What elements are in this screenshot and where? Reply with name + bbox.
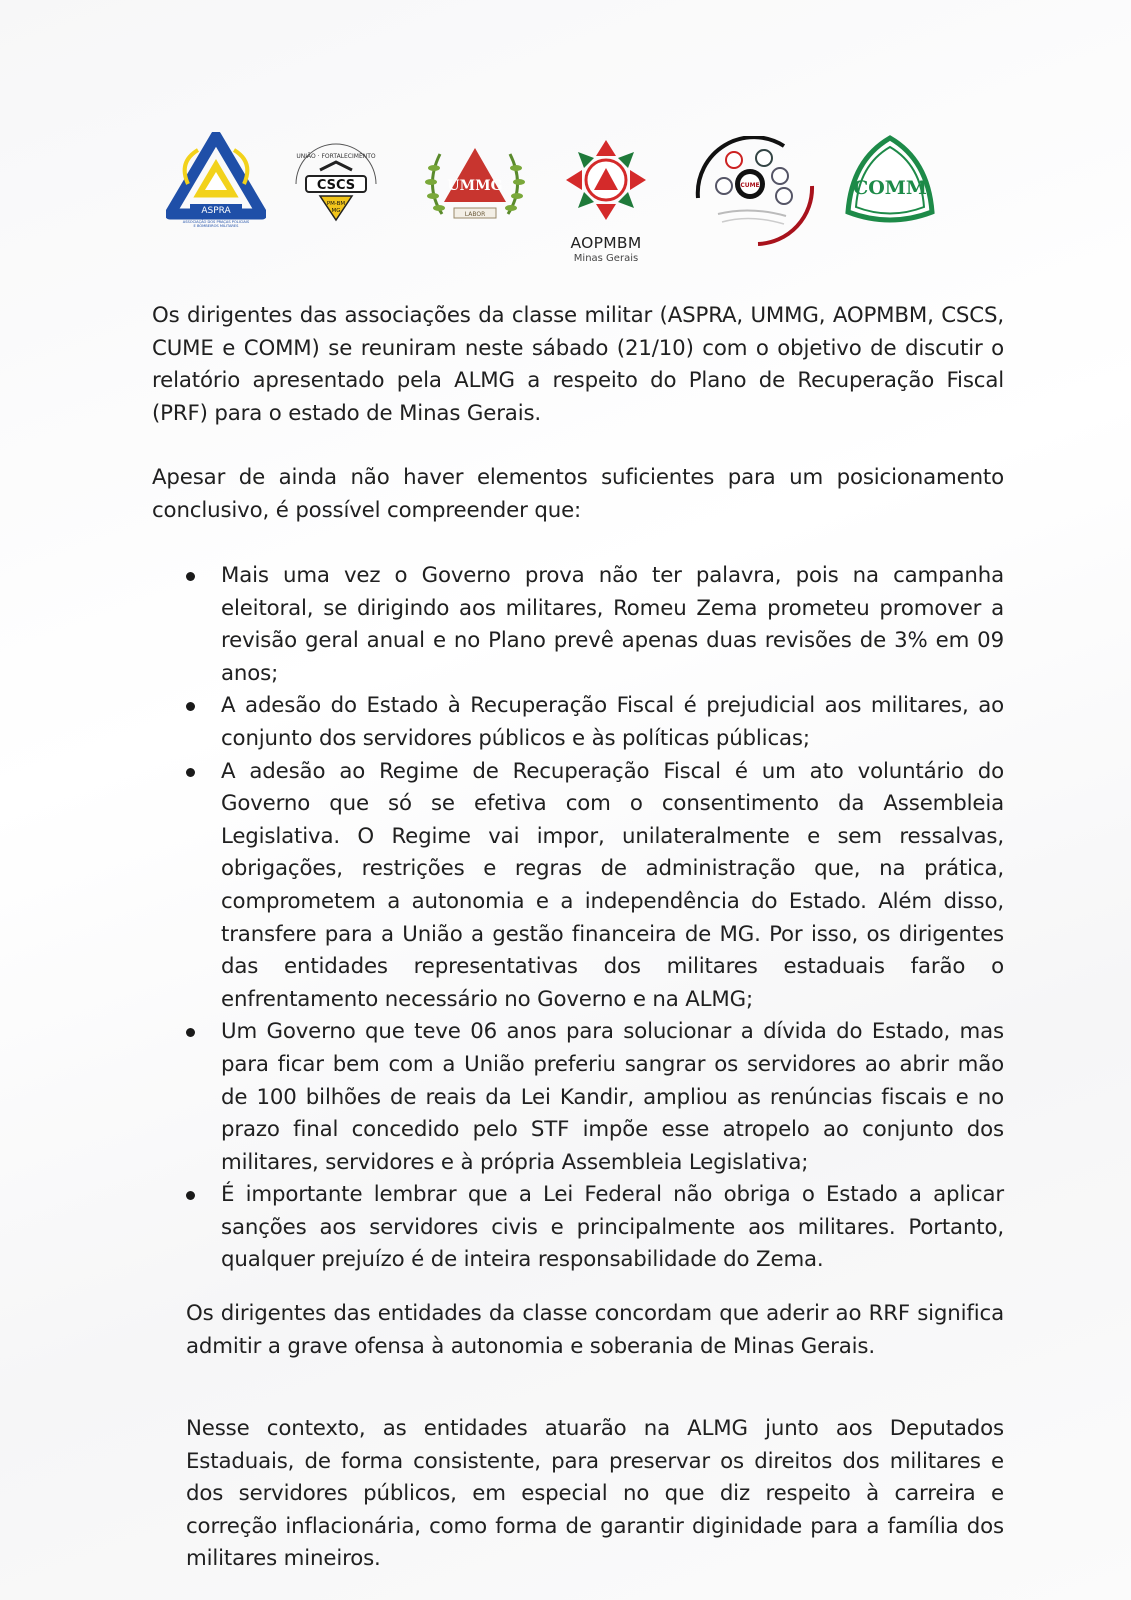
list-item — [152, 690, 1004, 755]
ummg-logo — [422, 138, 528, 232]
cscs-logo-text: CSCS — [316, 178, 356, 193]
ummg-motto: LABOR — [464, 211, 486, 218]
closing-paragraph: Nesse contexto, as entidades atuarão na ALMG junto aos Deputados Estaduais, de forma consistente, para preservar os direitos dos militares e dos servidores públicos, em especial no que diz respeito à carreira e correção inflacionária, como forma de garantir diginidade para a família dos militares mineiros. — [186, 1416, 1004, 1572]
cscs-logo — [290, 140, 382, 226]
bullet-icon — [186, 768, 195, 777]
aopmbm-logo-subtitle: Minas Gerais — [573, 253, 639, 264]
cume-logo-text: CUME — [740, 182, 760, 189]
comm-logo-text: COMM — [853, 177, 927, 199]
bullet-list — [152, 560, 1004, 1277]
intro-paragraph: Os dirigentes das associações da classe militar (ASPRA, UMMG, AOPMBM, CSCS, CUME e COMM) se reuniram neste sábado (21/10) com o objetivo de discutir o relatório apresentado pela ALMG a respeito do Plano de Recuperação Fiscal (PRF) para o estado de Minas Gerais. — [152, 303, 1004, 426]
conclusion-paragraph: Os dirigentes das entidades da classe concordam que aderir ao RRF significa admitir a grave ofensa à autonomia e soberania de Minas Gerais. — [186, 1301, 1004, 1359]
list-item-text: A adesão ao Regime de Recuperação Fiscal é um ato voluntário do Governo que só se efetiva com o consentimento da Assembleia Legislativa. O Regime vai impor, unilateralmente e sem ressalvas, obrigações, restrições e regras de administração que, na prática, comprometem a autonomia e a independência do Estado. Além disso, transfere para a União a gestão financeira de MG. Por isso, os dirigentes das entidades representativas dos militares estaduais farão o enfrentamento necessário no Governo e na ALMG; — [221, 758, 1004, 1012]
svg-text:MG: MG — [331, 208, 341, 214]
list-item-text: É importante lembrar que a Lei Federal não obriga o Estado a aplicar sanções aos servidores civis e principalmente aos militares. Portanto, qualquer prejuízo é de inteira responsabilidade do Zema. — [221, 1182, 1004, 1273]
svg-text:ASSOCIAÇÃO DOS PRAÇAS POLICIAI: ASSOCIAÇÃO DOS PRAÇAS POLICIAIS — [182, 220, 250, 224]
bullet-icon — [186, 572, 195, 581]
lead-paragraph: Apesar de ainda não haver elementos suficientes para um posicionamento conclusivo, é possível compreender que: — [152, 465, 1004, 523]
list-item — [152, 756, 1004, 1017]
aspra-logo — [166, 132, 266, 230]
list-item — [152, 1179, 1004, 1277]
bullet-icon — [186, 702, 195, 711]
association-logos-row — [160, 128, 960, 268]
svg-text:UNIÃO · FORTALECIMENTO: UNIÃO · FORTALECIMENTO — [296, 153, 376, 160]
aspra-logo-text: ASPRA — [201, 206, 231, 216]
list-item — [152, 1016, 1004, 1179]
ummg-logo-text: UMMG — [447, 178, 503, 194]
aopmbm-logo-name: AOPMBM — [570, 234, 642, 252]
list-item-text: Um Governo que teve 06 anos para solucionar a dívida do Estado, mas para ficar bem com a União preferiu sangrar os servidores ao abrir mão de 100 bilhões de reais da Lei Kandir, ampliou as renúncias fiscais e no prazo final concedido pelo STF impõe esse atropelo ao conjunto dos militares, servidores e à própria Assembleia Legislativa; — [221, 1019, 1004, 1175]
bullet-icon — [186, 1191, 195, 1200]
comm-logo — [842, 134, 938, 230]
list-item-text: Mais uma vez o Governo prova não ter palavra, pois na campanha eleitoral, se dirigindo aos militares, Romeu Zema prometeu promover a revisão geral anual e no Plano prevê apenas duas revisões de 3% em 09 anos; — [221, 563, 1004, 686]
cume-logo — [688, 136, 818, 248]
svg-text:PM-BM: PM-BM — [326, 201, 346, 207]
bullet-icon — [186, 1028, 195, 1037]
list-item-text: A adesão do Estado à Recuperação Fiscal é prejudicial aos militares, ao conjunto dos servidores públicos e às políticas públicas; — [221, 693, 1004, 751]
svg-text:E BOMBEIROS MILITARES: E BOMBEIROS MILITARES — [193, 224, 239, 228]
list-item — [152, 560, 1004, 690]
aopmbm-logo — [556, 138, 656, 264]
